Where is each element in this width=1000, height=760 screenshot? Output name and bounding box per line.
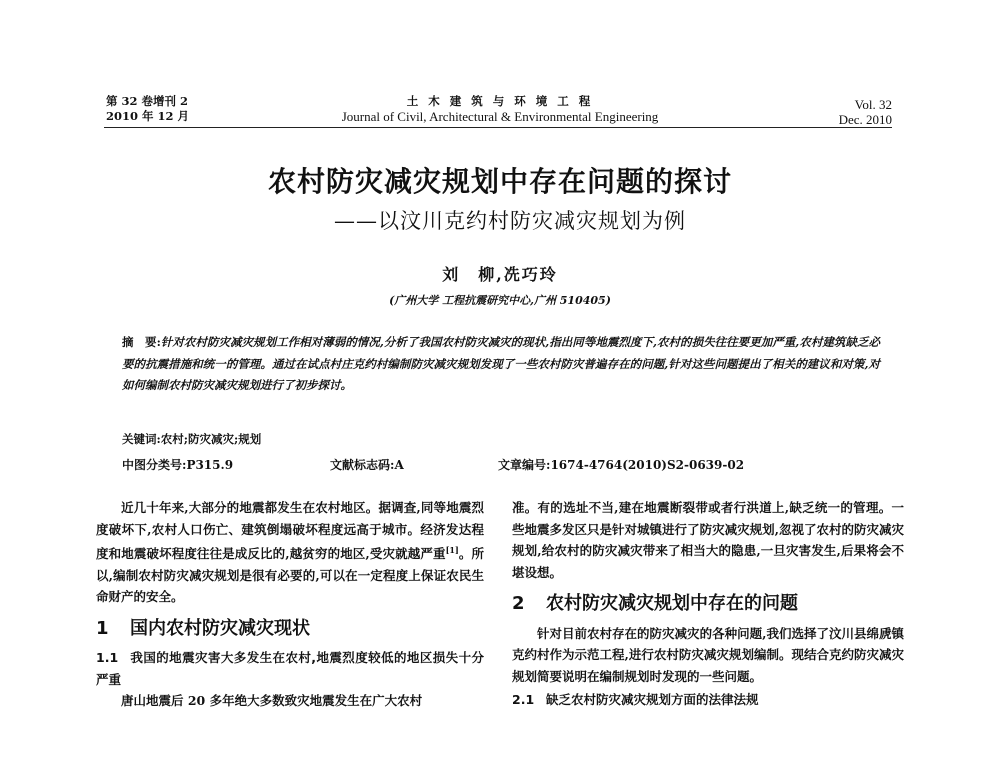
continued-paragraph: 准。有的选址不当,建在地震断裂带或者行洪道上,缺乏统一的管理。一些地震多发区只是针对城镇进行了防灾减灾规划,忽视了农村的防灾减灾规划,给农村的防灾减灾带来了相当大的隐患,一旦灾害发生,后果将会不堪设想。 xyxy=(512,500,904,580)
header-volume-en xyxy=(800,97,892,127)
article-number-value: 1674-4764(2010)S2-0639-02 xyxy=(550,458,745,472)
citation-ref: [1] xyxy=(445,545,459,555)
clc-label: 中图分类号: xyxy=(122,458,187,472)
header-rule xyxy=(104,127,892,128)
intro-text-b: 。所以,编制农村防灾减灾规划是很有必要的,可以在一定程度上保证农民生命财产的安全。 xyxy=(96,546,484,605)
section-1-number: 1 xyxy=(96,617,109,639)
article-number xyxy=(498,456,744,473)
section-2-paragraph: 针对目前农村存在的防灾减灾的各种问题,我们选择了汶川县绵虒镇克约村作为示范工程,进行农村防灾减灾规划编制。现结合克约防灾减灾规划简要说明在编制规划时发现的一些问题。 xyxy=(512,625,904,684)
doc-code-label: 文献标志码: xyxy=(330,458,395,472)
header-volume xyxy=(106,94,189,124)
section-1-1-heading xyxy=(96,647,484,690)
journal-name-en: Journal of Civil, Architectural & Environmental Engineering xyxy=(341,109,659,124)
section-2-heading xyxy=(512,593,904,615)
header-date-cn: 2010 年 12 月 xyxy=(106,109,190,123)
section-2-1-heading xyxy=(512,689,904,711)
clc-number xyxy=(122,456,233,473)
section-2-number: 2 xyxy=(512,593,525,614)
abstract-text: 针对农村防灾减灾规划工作相对薄弱的情况,分析了我国农村防灾减灾的现状,指出同等地震烈度下,农村的损失往往要更加严重,农村建筑缺乏必要的抗震措施和统一的管理。通过在试点村庄克约村编制防灾减灾规划发现了一些农村防灾普遍存在的问题,针对这些问题提出了相关的建议和对策,对如何编制农村防灾减灾规划进行了初步探讨。 xyxy=(122,335,880,392)
keywords-text: 农村;防灾减灾;规划 xyxy=(160,432,262,446)
keywords-label: 关键词: xyxy=(122,432,161,446)
paper-subtitle: ——以汶川克约村防灾减灾规划为例 xyxy=(334,209,686,233)
section-2-1-title: 缺乏农村防灾减灾规划方面的法律法规 xyxy=(546,692,759,707)
article-number-label: 文章编号: xyxy=(498,458,551,472)
intro-text-a: 近几十年来,大部分的地震都发生在农村地区。据调查,同等地震烈度破坏下,农村人口伤亡、建筑倒塌破坏程度远高于城市。经济发达程度和地震破坏程度往往是成反比的,越贫穷的地区,受灾就越严重 xyxy=(96,500,484,562)
section-1-title: 国内农村防灾减灾现状 xyxy=(130,617,310,639)
doc-code-value: A xyxy=(394,458,404,472)
header-journal xyxy=(300,94,700,124)
clc-value: P315.9 xyxy=(186,458,234,472)
header-date-en: Dec. 2010 xyxy=(838,112,892,127)
paper-authors: 刘 柳,冼巧玲 xyxy=(442,265,558,284)
header-volume-cn: 第 32 卷增刊 2 xyxy=(106,94,189,108)
abstract-label: 摘 要: xyxy=(122,335,161,349)
section-1-1-number: 1.1 xyxy=(96,650,119,666)
intro-paragraph xyxy=(96,497,484,608)
section-2-title: 农村防灾减灾规划中存在的问题 xyxy=(546,593,798,614)
paper-title: 农村防灾减灾规划中存在问题的探讨 xyxy=(267,165,732,198)
abstract xyxy=(122,332,880,397)
section-1-1-title: 我国的地震灾害大多发生在农村,地震烈度较低的地区损失十分严重 xyxy=(96,650,484,687)
paper-affiliation: (广州大学 工程抗震研究中心,广州 510405) xyxy=(389,294,611,307)
keywords xyxy=(122,431,261,447)
section-1-1-paragraph: 唐山地震后 20 多年绝大多数致灾地震发生在广大农村 xyxy=(121,693,423,709)
document-code xyxy=(330,456,404,473)
journal-name-cn: 土 木 建 筑 与 环 境 工 程 xyxy=(406,94,594,108)
section-1-heading xyxy=(96,618,484,640)
body-column-right xyxy=(512,497,904,711)
section-2-1-number: 2.1 xyxy=(512,692,535,707)
header-vol-en: Vol. 32 xyxy=(854,97,892,112)
body-column-left xyxy=(96,497,484,712)
